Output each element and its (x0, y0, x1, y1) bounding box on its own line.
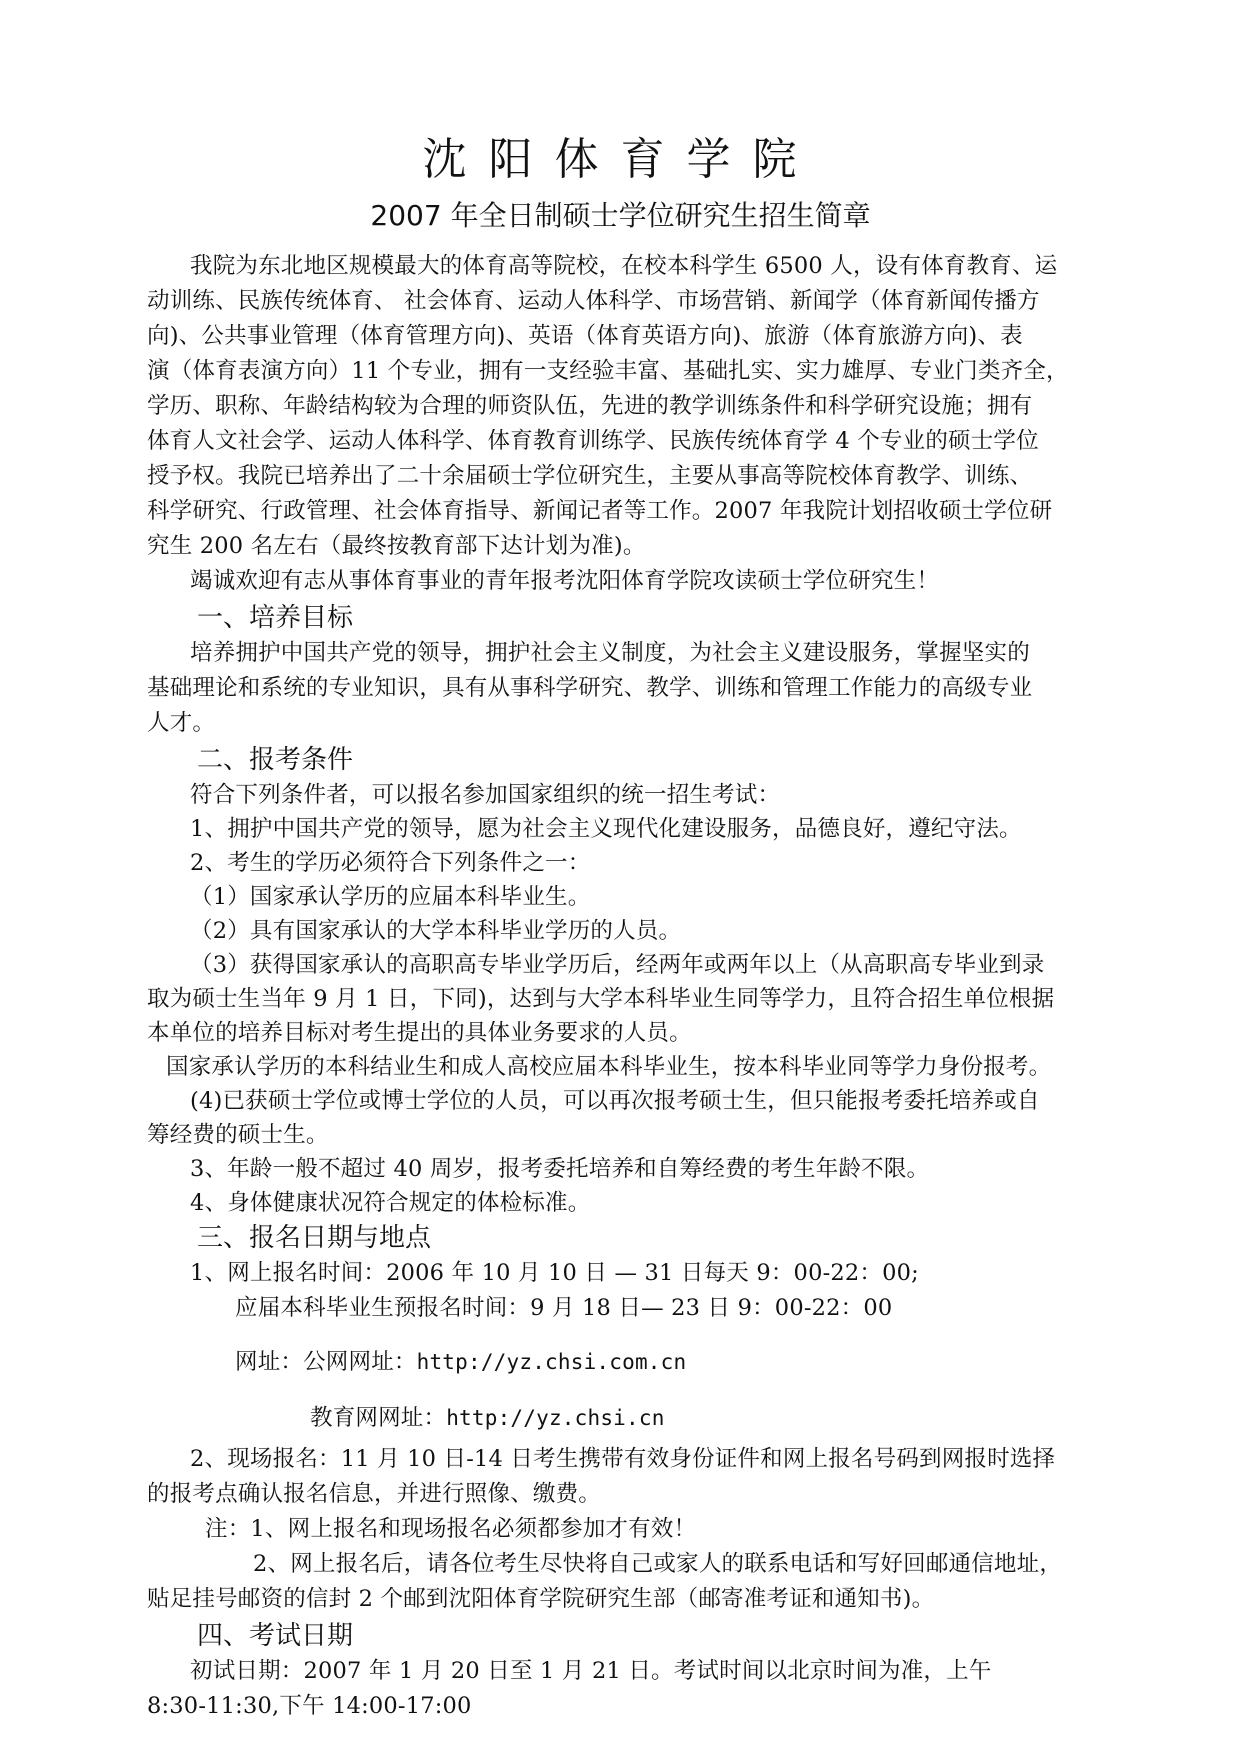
section-heading-training-goals: 一、培养目标 (197, 603, 354, 633)
section2-line: 1、拥护中国共产党的领导，愿为社会主义现代化建设服务，品德良好，遵纪守法。 (190, 816, 1022, 842)
onsite-registration-line: 的报考点确认报名信息，并进行照像、缴费。 (147, 1481, 602, 1507)
intro-line: 我院为东北地区规模最大的体育高等院校，在校本科学生 6500 人，设有体育教育、运 (190, 253, 1058, 279)
section2-line: （1）国家承认学历的应届本科毕业生。 (190, 884, 591, 910)
section2-line: 3、年龄一般不超过 40 周岁，报考委托培养和自筹经费的考生年龄不限。 (190, 1156, 930, 1182)
section2-line: 本单位的培养目标对考生提出的具体业务要求的人员。 (147, 1020, 692, 1046)
online-registration-time: 1、网上报名时间：2006 年 10 月 10 日 — 31 日每天 9：00-22：00; (190, 1260, 919, 1286)
section2-line: （3）获得国家承认的高职高专毕业学历后，经两年或两年以上（从高职高专毕业到录 (190, 952, 1045, 978)
document-title: 沈阳体育学院 (422, 134, 819, 185)
intro-line: 动训练、民族传统体育、 社会体育、运动人体科学、市场营销、新闻学（体育新闻传播方 (147, 288, 1040, 314)
pre-registration-time: 应届本科毕业生预报名时间：9 月 18 日— 23 日 9：00-22：00 (235, 1295, 893, 1321)
public-url-row (235, 1346, 686, 1379)
section2-line: 取为硕士生当年 9 月 1 日，下同)，达到与大学本科毕业生同等学力，且符合招生单位根据 (147, 986, 1055, 1012)
intro-line: 学历、职称、年龄结构较为合理的师资队伍，先进的教学训练条件和科学研究设施；拥有 (147, 393, 1033, 419)
registration-note: 贴足挂号邮资的信封 2 个邮到沈阳体育学院研究生部（邮寄准考证和通知书)。 (147, 1586, 935, 1612)
section-heading-exam-date: 四、考试日期 (197, 1621, 354, 1651)
section1-line: 人才。 (147, 710, 216, 736)
edu-url-row (310, 1402, 665, 1435)
section2-line: 国家承认学历的本科结业生和成人高校应届本科毕业生，按本科毕业同等学力身份报考。 (166, 1054, 1052, 1080)
registration-note: 注：1、网上报名和现场报名必须都参加才有效！ (205, 1516, 697, 1542)
section2-line: 4、身体健康状况符合规定的体检标准。 (190, 1190, 591, 1216)
section2-line: 符合下列条件者，可以报名参加国家组织的统一招生考试： (190, 782, 781, 808)
registration-note: 2、网上报名后，请各位考生尽快将自己或家人的联系电话和写好回邮通信地址， (253, 1551, 1063, 1577)
exam-date-line: 初试日期：2007 年 1 月 20 日至 1 月 21 日。考试时间以北京时间为准，上午 (190, 1658, 992, 1684)
intro-welcome: 竭诚欢迎有志从事体育事业的青年报考沈阳体育学院攻读硕士学位研究生！ (190, 568, 940, 594)
public-url-link[interactable]: http://yz.chsi.com.cn (416, 1350, 687, 1374)
public-url-label: 网址：公网网址： (235, 1349, 417, 1375)
section2-line: 筹经费的硕士生。 (147, 1122, 329, 1148)
section2-line: （2）具有国家承认的大学本科毕业学历的人员。 (190, 918, 682, 944)
onsite-registration-line: 2、现场报名：11 月 10 日-14 日考生携带有效身份证件和网上报名号码到网报时选择 (190, 1446, 1056, 1472)
section2-line: 2、考生的学历必须符合下列条件之一： (190, 850, 591, 876)
document-subtitle: 2007 年全日制硕士学位研究生招生简章 (370, 199, 871, 232)
edu-url-label: 教育网网址： (310, 1405, 447, 1431)
section1-line: 培养拥护中国共产党的领导，拥护社会主义制度，为社会主义建设服务，掌握坚实的 (190, 640, 1030, 666)
intro-line: 体育人文社会学、运动人体科学、体育教育训练学、民族传统体育学 4 个专业的硕士学位 (147, 428, 1039, 454)
section1-line: 基础理论和系统的专业知识，具有从事科学研究、教学、训练和管理工作能力的高级专业 (147, 675, 1033, 701)
section-heading-eligibility: 二、报考条件 (197, 745, 354, 775)
intro-line: 演（体育表演方向）11 个专业，拥有一支经验丰富、基础扎实、实力雄厚、专业门类齐全， (147, 358, 1069, 384)
intro-line: 授予权。我院已培养出了二十余届硕士学位研究生，主要从事高等院校体育教学、训练、 (147, 463, 1033, 489)
section-heading-registration: 三、报名日期与地点 (197, 1223, 432, 1253)
intro-line: 向)、公共事业管理（体育管理方向)、英语（体育英语方向)、旅游（体育旅游方向)、表 (147, 323, 1023, 349)
exam-date-line: 8:30-11:30,下午 14:00-17:00 (147, 1693, 472, 1719)
intro-line: 究生 200 名左右（最终按教育部下达计划为准)。 (147, 533, 646, 559)
section2-line: (4)已获硕士学位或博士学位的人员，可以再次报考硕士生，但只能报考委托培养或自 (190, 1088, 1040, 1114)
edu-url-link[interactable]: http://yz.chsi.cn (446, 1406, 665, 1430)
intro-line: 科学研究、行政管理、社会体育指导、新闻记者等工作。2007 年我院计划招收硕士学位研 (147, 498, 1053, 524)
